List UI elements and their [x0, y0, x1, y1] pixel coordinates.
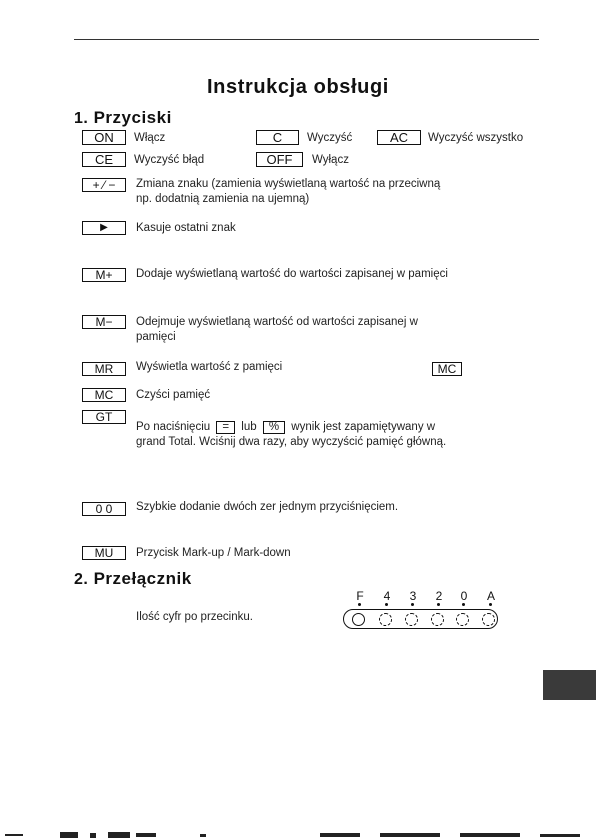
label-off: Wyłącz: [312, 154, 349, 166]
switch-tick: [437, 603, 440, 606]
gt-text-pre: Po naciśnięciu: [136, 421, 211, 433]
label-plus-minus-line2: np. dodatnią zamienia na ujemną): [136, 193, 310, 205]
key-double-zero: 0 0: [82, 502, 126, 516]
switch-label-3: 3: [409, 589, 417, 603]
play-icon: ▶: [100, 222, 108, 233]
switch-tick: [489, 603, 492, 606]
key-gt: GT: [82, 410, 126, 424]
label-switch-description: Ilość cyfr po przecinku.: [136, 611, 253, 623]
section-title: Przełącznik: [93, 569, 192, 588]
language-side-tab: [543, 670, 596, 700]
key-ac: AC: [377, 130, 421, 145]
inline-key-percent: %: [263, 421, 285, 434]
switch-label-f: F: [356, 589, 364, 603]
switch-position: [405, 613, 418, 626]
label-ac: Wyczyść wszystko: [428, 132, 524, 144]
label-double-zero: Szybkie dodanie dwóch zer jednym przyciśnięciem.: [136, 501, 399, 513]
switch-tick: [358, 603, 361, 606]
section-heading-buttons: [74, 108, 172, 128]
key-mc: MC: [82, 388, 126, 402]
label-on: Włącz: [134, 132, 166, 144]
key-mc-extra: MC: [432, 362, 462, 376]
switch-position: [379, 613, 392, 626]
switch-label-2: 2: [435, 589, 443, 603]
top-rule: [74, 39, 539, 40]
label-mu: Przycisk Mark-up / Mark-down: [136, 547, 291, 559]
section-number: 1.: [74, 110, 89, 127]
section-title: Przyciski: [93, 108, 172, 127]
label-mr: Wyświetla wartość z pamięci: [136, 361, 283, 373]
gt-text-or: lub: [241, 421, 257, 433]
key-off: OFF: [256, 152, 303, 167]
crop-marks: [0, 831, 596, 840]
switch-tick: [462, 603, 465, 606]
label-gt-line1: [136, 420, 435, 435]
section-heading-switch: [74, 569, 192, 589]
switch-position: [482, 613, 495, 626]
switch-label-0: 0: [460, 589, 468, 603]
switch-tick: [385, 603, 388, 606]
key-backspace: [82, 221, 126, 235]
key-c: C: [256, 130, 299, 145]
label-m-minus-line1: Odejmuje wyświetlaną wartość od wartości zapisanej w: [136, 316, 418, 328]
switch-position: [431, 613, 444, 626]
inline-key-equals: =: [216, 421, 235, 434]
switch-position-selected: [352, 613, 365, 626]
switch-tick: [411, 603, 414, 606]
switch-position: [456, 613, 469, 626]
key-ce: CE: [82, 152, 126, 167]
gt-text-post: wynik jest zapamiętywany w: [291, 421, 436, 433]
section-number: 2.: [74, 571, 89, 588]
key-mu: MU: [82, 546, 126, 560]
key-plus-minus: + ⁄ −: [82, 178, 126, 192]
label-plus-minus-line1: Zmiana znaku (zamienia wyświetlaną wartość na przeciwną: [136, 178, 441, 190]
key-m-minus: M−: [82, 315, 126, 329]
switch-label-4: 4: [383, 589, 391, 603]
key-on: ON: [82, 130, 126, 145]
label-gt-line2: grand Total. Wciśnij dwa razy, aby wyczyścić pamięć główną.: [136, 436, 447, 448]
label-m-plus: Dodaje wyświetlaną wartość do wartości zapisanej w pamięci: [136, 268, 448, 280]
key-mr: MR: [82, 362, 126, 376]
decimal-switch: [343, 609, 498, 629]
label-m-minus-line2: pamięci: [136, 331, 176, 343]
label-c: Wyczyść: [307, 132, 353, 144]
label-ce: Wyczyść błąd: [134, 154, 205, 166]
switch-position-labels: [344, 589, 504, 603]
label-backspace: Kasuje ostatni znak: [136, 222, 236, 234]
page-title: Instrukcja obsługi: [207, 76, 389, 98]
switch-label-a: A: [486, 589, 495, 603]
label-mc: Czyści pamięć: [136, 389, 211, 401]
key-m-plus: M+: [82, 268, 126, 282]
